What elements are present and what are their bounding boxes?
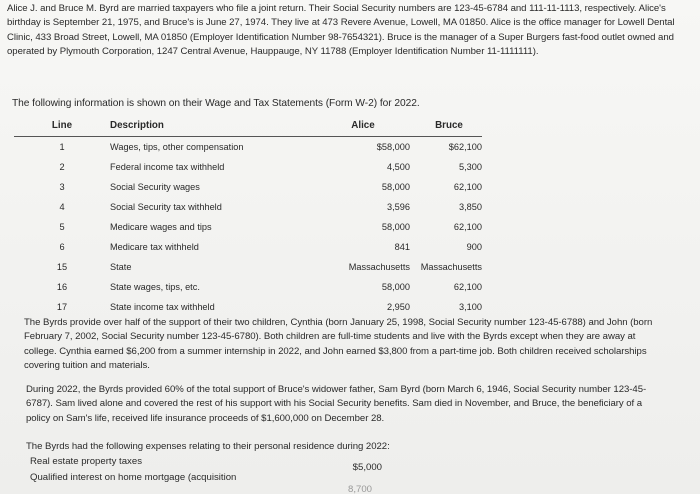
- father-support-paragraph: During 2022, the Byrds provided 60% of the total support of Bruce's widower father, Sam Byrd (born March 6, 1946, Social Security number 123-45-6787). Sam lived alone and covered the rest of his support with his Social Security benefits. Sam died in November, and Bruce, the beneficiary of a policy on Sam's life, received life insurance proceeds of $1,600,000 on December 28.: [26, 384, 647, 424]
- bruce-amount: 900: [466, 242, 482, 252]
- line-number: 17: [56, 302, 68, 312]
- bruce-amount: 3,100: [459, 302, 482, 312]
- alice-amount: 2,950: [387, 302, 410, 312]
- table-row: [14, 297, 482, 317]
- line-number: 2: [59, 162, 65, 172]
- bruce-amount: 62,100: [453, 222, 482, 232]
- alice-amount: 4,500: [387, 162, 410, 172]
- table-row: [14, 137, 482, 158]
- line-description: Social Security tax withheld: [110, 202, 222, 212]
- line-description: Federal income tax withheld: [110, 162, 225, 172]
- bruce-amount: $62,100: [416, 137, 482, 158]
- alice-amount: 58,000: [381, 182, 410, 192]
- line-number: 4: [59, 202, 65, 212]
- table-row: [14, 157, 482, 177]
- w2-table: [14, 117, 482, 317]
- expense-label: Qualified interest on home mortgage (acquisition: [30, 472, 237, 483]
- line-description: State wages, tips, etc.: [110, 282, 200, 292]
- line-description: State income tax withheld: [110, 302, 215, 312]
- header-description: Description: [110, 117, 316, 137]
- line-description: Social Security wages: [110, 182, 200, 192]
- expense-label: Real estate property taxes: [30, 456, 142, 467]
- table-row: [14, 217, 482, 237]
- header-line: Line: [14, 117, 110, 137]
- expense-amount: 8,700: [347, 485, 372, 494]
- taxpayer-info-paragraph: Alice J. and Bruce M. Byrd are married taxpayers who file a joint return. Their Social Security numbers are 123-45-6784 and 111-11-1113, respectively. Alice's birthday is September 21, 1975, and Bruce's is June 27, 1974. They live at 473 Revere Avenue, Lowell, MA 01850. Alice is the office manager for Lowell Dental Clinic, 433 Broad Street, Lowell, MA 01850 (Employer Identification Number 98-7654321). Bruce is the manager of a Super Burgers fast-food outlet owned and operated by Plymouth Corporation, 1247 Central Avenue, Hauppauge, NY 11788 (Employer Identification Number 11-1111111).: [7, 3, 675, 58]
- table-row: [14, 257, 482, 277]
- line-number: 6: [59, 242, 65, 252]
- alice-amount: 841: [394, 242, 410, 252]
- w2-header-row: [14, 117, 482, 137]
- line-description: State: [110, 262, 132, 272]
- line-description: Medicare wages and tips: [110, 222, 212, 232]
- line-description: Medicare tax withheld: [110, 242, 199, 252]
- header-alice: Alice: [316, 117, 416, 137]
- alice-amount: 3,596: [387, 202, 410, 212]
- line-number: 15: [56, 262, 68, 272]
- table-row: [14, 177, 482, 197]
- alice-amount: $58,000: [316, 137, 416, 158]
- table-row: [14, 277, 482, 297]
- line-number: 5: [59, 222, 65, 232]
- table-row: [14, 197, 482, 217]
- line-number: 1: [14, 137, 110, 158]
- alice-amount: 58,000: [381, 282, 410, 292]
- alice-amount: Massachusetts: [348, 262, 410, 272]
- line-number: 16: [56, 282, 68, 292]
- line-description: Wages, tips, other compensation: [110, 137, 316, 158]
- bruce-amount: 62,100: [453, 282, 482, 292]
- table-row: [14, 237, 482, 257]
- residence-expenses-intro: The Byrds had the following expenses relating to their personal residence during 2022:: [26, 441, 390, 452]
- bruce-amount: 62,100: [453, 182, 482, 192]
- bruce-amount: 3,850: [459, 202, 482, 212]
- w2-intro-text: The following information is shown on their Wage and Tax Statements (Form W-2) for 2022.: [12, 98, 420, 109]
- line-number: 3: [59, 182, 65, 192]
- expense-amount: $5,000: [352, 462, 382, 473]
- bruce-amount: 5,300: [459, 162, 482, 172]
- header-bruce: Bruce: [416, 117, 482, 137]
- alice-amount: 58,000: [381, 222, 410, 232]
- children-support-paragraph: The Byrds provide over half of the support of their two children, Cynthia (born January 25, 1998, Social Security number 123-45-6788) and John (born February 7, 2002, Social Security number 123-45-6780). Both children are full-time students and live with the Byrds except when they are away at college. Cynthia earned $6,200 from a summer internship in 2022, and John earned $3,800 from a part-time job. Both children received scholarships covering tuition and materials.: [24, 317, 653, 372]
- bruce-amount: Massachusetts: [420, 262, 482, 272]
